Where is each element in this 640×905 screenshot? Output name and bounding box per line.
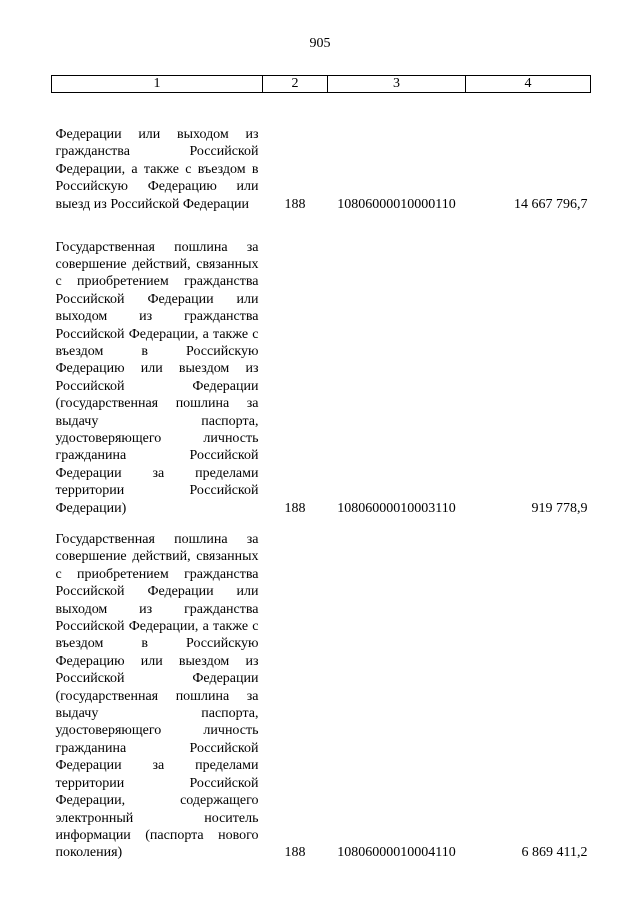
budget-revenue-table <box>51 75 591 862</box>
page-number: 905 <box>309 36 331 51</box>
row-description: Государственная пошлина за совершение действий, связанных с приобретением гражданства Российской Федерации или выходом из гражданства Российской Федерации, а также с въездом в Российскую Федерацию или выездом из Российской Федерации (государственная пошлина за выдачу паспорта, удостоверяющего личность гражданина Российской Федерации за пределами территории Российской Федерации) <box>55 239 259 516</box>
column-header-3: 3 <box>328 76 466 93</box>
column-header-1: 1 <box>52 76 263 93</box>
column-header-2: 2 <box>263 76 328 93</box>
row-admin-code: 188 <box>284 500 306 516</box>
row-admin-code: 188 <box>284 196 306 212</box>
row-amount: 6 869 411,2 <box>521 845 588 861</box>
table-row <box>52 517 591 862</box>
column-header-4: 4 <box>466 76 591 93</box>
table-header-row <box>52 76 591 93</box>
table-row <box>52 93 591 214</box>
row-budget-code: 10806000010003110 <box>337 500 456 516</box>
row-amount: 14 667 796,7 <box>514 196 588 212</box>
row-budget-code: 10806000010000110 <box>337 196 456 212</box>
row-description: Федерации или выходом из гражданства Российской Федерации, а также с въездом в Российскую Федерацию или выезд из Российской Федерации <box>55 126 259 212</box>
table-row <box>52 213 591 517</box>
row-amount: 919 778,9 <box>531 500 588 516</box>
row-budget-code: 10806000010004110 <box>337 845 456 861</box>
row-description: Государственная пошлина за совершение действий, связанных с приобретением гражданства Российской Федерации или выходом из гражданства Российской Федерации, а также с въездом в Российскую Федерацию или выездом из Российской Федерации (государственная пошлина за выдачу паспорта, удостоверяющего личность гражданина Российской Федерации за пределами территории Российской Федерации, содержащего электронный носитель информации (паспорта нового поколения) <box>55 532 259 861</box>
row-admin-code: 188 <box>284 845 306 861</box>
